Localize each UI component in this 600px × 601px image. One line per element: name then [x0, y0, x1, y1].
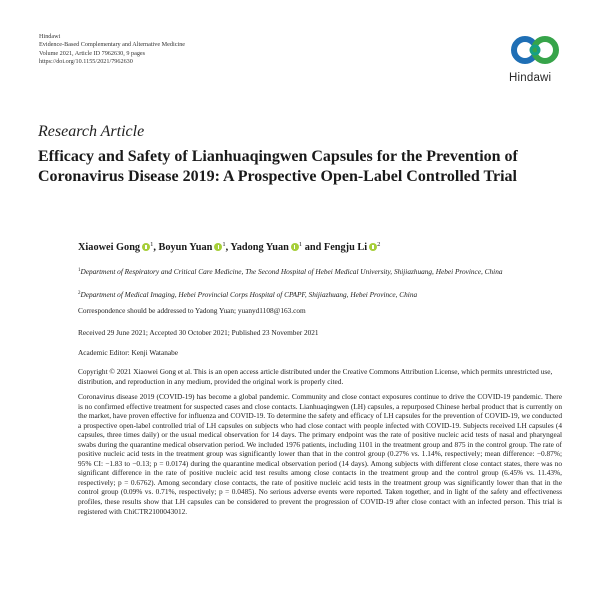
article-type: Research Article: [38, 123, 145, 140]
orcid-icon[interactable]: [291, 243, 299, 251]
orcid-icon[interactable]: [369, 243, 377, 251]
author-list: Xiaowei Gong $^1$, Boyun Yuan $^1$, Yadong Yuan $^1$ and Fengju Li $^2$: [78, 241, 381, 253]
journal-name: Evidence-Based Complementary and Alternative Medicine: [39, 41, 186, 49]
volume-line: Volume 2021, Article ID 7962630, 9 pages: [39, 49, 146, 57]
article-title: Efficacy and Safety of Lianhuaqingwen Capsules for the Prevention of Coronavirus Disease 2019: A Prospective Open-Label Controlled Trial: [38, 148, 518, 185]
correspondence: Correspondence should be addressed to Yadong Yuan; yuanyd1108@163.com: [78, 306, 306, 315]
journal-meta: [39, 33, 185, 66]
abstract-text: Coronavirus disease 2019 (COVID-19) has become a global pandemic. Community and close contact exposures continue to drive the COVID-19 pandemic. There is no confirmed effective treatment for suspected cases and close contacts. Lianhuaqingwen (LH) capsules, a repurposed Chinese herbal product that is currently on the market, have proven effective for influenza and COVID-19. To determine the safety and efficacy of LH capsules for the prevention of COVID-19, we conducted a prospective open-label controlled trial of LH capsules on subjects who had close contact with people infected with COVID-19. Subjects received LH capsules (4 capsules, three times daily) or the usual medical observation for 14 days. The primary endpoint was the rate of positive nucleic acid tests of nasal and pharyngeal swabs during the quarantine medical observation period. We included 1976 patients, including 1101 in the treatment group and 875 in the control group. The rate of positive nucleic acid tests in the treatment group was significantly lower than that in the control group (0.27% vs. 1.14%, respectively; mean difference: −0.87%; 95% CI: −1.83 to −0.13; p = 0.0174) during the quarantine medical observation period (14 days). Among subjects with different close contact states, there was no significant difference in the rate of positive nucleic acid test results among close contacts in the treatment group and the control group (6.45% vs. 11.43%, respectively; p = 0.6762). Among secondary close contacts, the rate of positive nucleic acid tests in the treatment group was significantly lower than that in the control group (0.09% vs. 0.71%, respectively; p = 0.0485). No serious adverse events were reported. Taken together, and in light of the safety and effectiveness profiles, these results show that LH capsules can be considered to prevent the progression of COVID-19 after close contact with an infected person. This trial is registered with ChiCTR2100043012.: [78, 392, 562, 516]
affiliation-1: $^1$Department of Respiratory and Critical Care Medicine, The Second Hospital of Hebei Medical University, Shijiazhuang, Hebei Province, China: [78, 267, 503, 276]
affiliation-2: $^2$Department of Medical Imaging, Hebei Provincial Corps Hospital of CPAPF, Shijiazhuang, Hebei Province, China: [78, 290, 418, 299]
orcid-icon[interactable]: [214, 243, 222, 251]
logo-text: Hindawi: [509, 72, 552, 84]
orcid-icon[interactable]: [142, 243, 150, 251]
doi-link[interactable]: https://doi.org/10.1155/2021/7962630: [39, 57, 133, 65]
author-4[interactable]: Fengju Li $^2$: [323, 241, 381, 253]
author-3[interactable]: Yadong Yuan $^1$: [230, 241, 303, 253]
publication-dates: Received 29 June 2021; Accepted 30 October 2021; Published 23 November 2021: [78, 328, 319, 337]
author-1[interactable]: Xiaowei Gong $^1$: [78, 241, 154, 253]
author-2[interactable]: Boyun Yuan $^1$: [158, 241, 226, 253]
academic-editor: Academic Editor: Kenji Watanabe: [78, 348, 178, 357]
publisher-name: Hindawi: [39, 33, 61, 40]
copyright-notice: Copyright © 2021 Xiaowei Gong et al. This is an open access article distributed under the Creative Commons Attribution License, which permits unrestricted use, distribution, and reproduction in any medium, provided the original work is properly cited.: [78, 367, 553, 386]
